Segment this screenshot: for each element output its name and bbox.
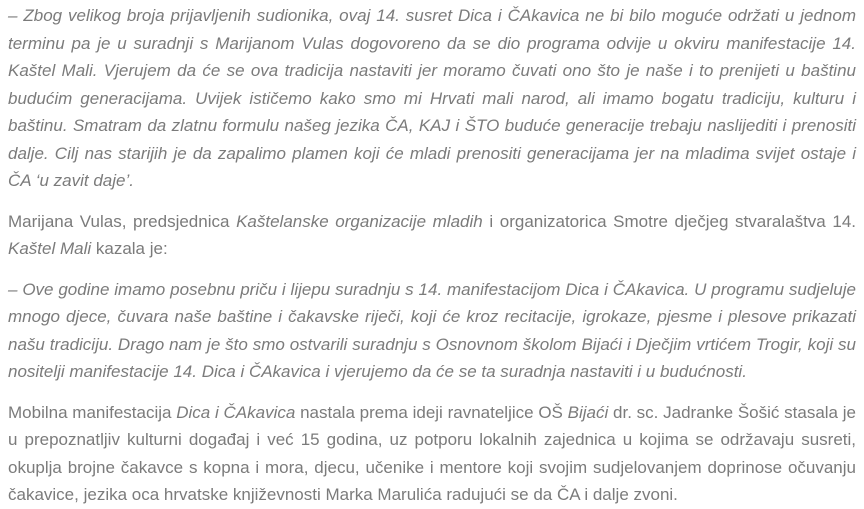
text-run: Mobilna manifestacija — [8, 402, 177, 422]
text-run: Kaštel Mali — [8, 239, 92, 258]
text-run: i organizatorica Smotre dječjeg stvaralaštva 14. — [482, 211, 857, 231]
text-run: Marijana Vulas, predsjednica — [8, 211, 237, 231]
text-run: – Zbog velikog broja prijavljenih sudionika, ovaj 14. susret Dica i ČAkavica ne bi bilo moguće održati u jednom terminu pa je u suradnji s Marijanom Vulas dogovoreno da se dio programa odvije u okviru manifestacije 14. Kaštel Mali. Vjerujem da će se ova tradicija nastaviti jer moramo čuvati ono što je naše i to prenijeti u baštinu budućim generacijama. Uvijek ističemo kako smo mi Hrvati mali narod, ali imamo bogatu tradiciju, kulturu i baštinu. Smatram da zlatnu formulu našeg jezika ČA, KAJ i ŠTO buduće generacije trebaju naslijediti i prenositi dalje. Cilj nas starijih je da zapalimo plamen koji će mladi prenositi generacijama jer na mladima svijet ostaje i ČA ‘u zavit daje’. — [8, 6, 856, 190]
paragraph-quote-1 — [8, 2, 856, 195]
text-run: nastala prema ideji ravnateljice OŠ — [295, 402, 568, 422]
paragraph-closing — [8, 399, 856, 509]
paragraph-attribution-1 — [8, 208, 856, 263]
text-run: kazala je: — [91, 239, 168, 258]
paragraph-quote-2 — [8, 276, 856, 386]
text-run: Kaštelanske organizacije mladih — [236, 211, 483, 231]
text-run: Bijaći — [567, 402, 609, 422]
text-run: dr. sc. Jadranke Šošić stasala je u prepoznatljiv kulturni događaj i već 15 godina, uz potporu lokalnih zajednica u kojima se održavaju susreti, okuplja brojne čakavce s kopna i mora, djecu, učenike i mentore koji svojim sudjelovanjem doprinose očuvanju čakavice, jezika oca hrvatske književnosti Marka Marulića radujući se da ČA i dalje zvoni. — [8, 402, 856, 504]
text-run: Dica i ČAkavica — [176, 402, 296, 422]
text-run: – Ove godine imamo posebnu priču i lijepu suradnju s 14. manifestacijom Dica i ČAkavica. U programu sudjeluje mnogo djece, čuvara naše baštine i čakavske riječi, koji će kroz recitacije, igrokaze, pjesme i plesove prikazati našu tradiciju. Drago nam je što smo ostvarili suradnju s Osnovnom školom Bijaći i Dječjim vrtićem Trogir, koji su nositelji manifestacije 14. Dica i ČAkavica i vjerujemo da će se ta suradnja nastaviti i u budućnosti. — [8, 279, 856, 381]
